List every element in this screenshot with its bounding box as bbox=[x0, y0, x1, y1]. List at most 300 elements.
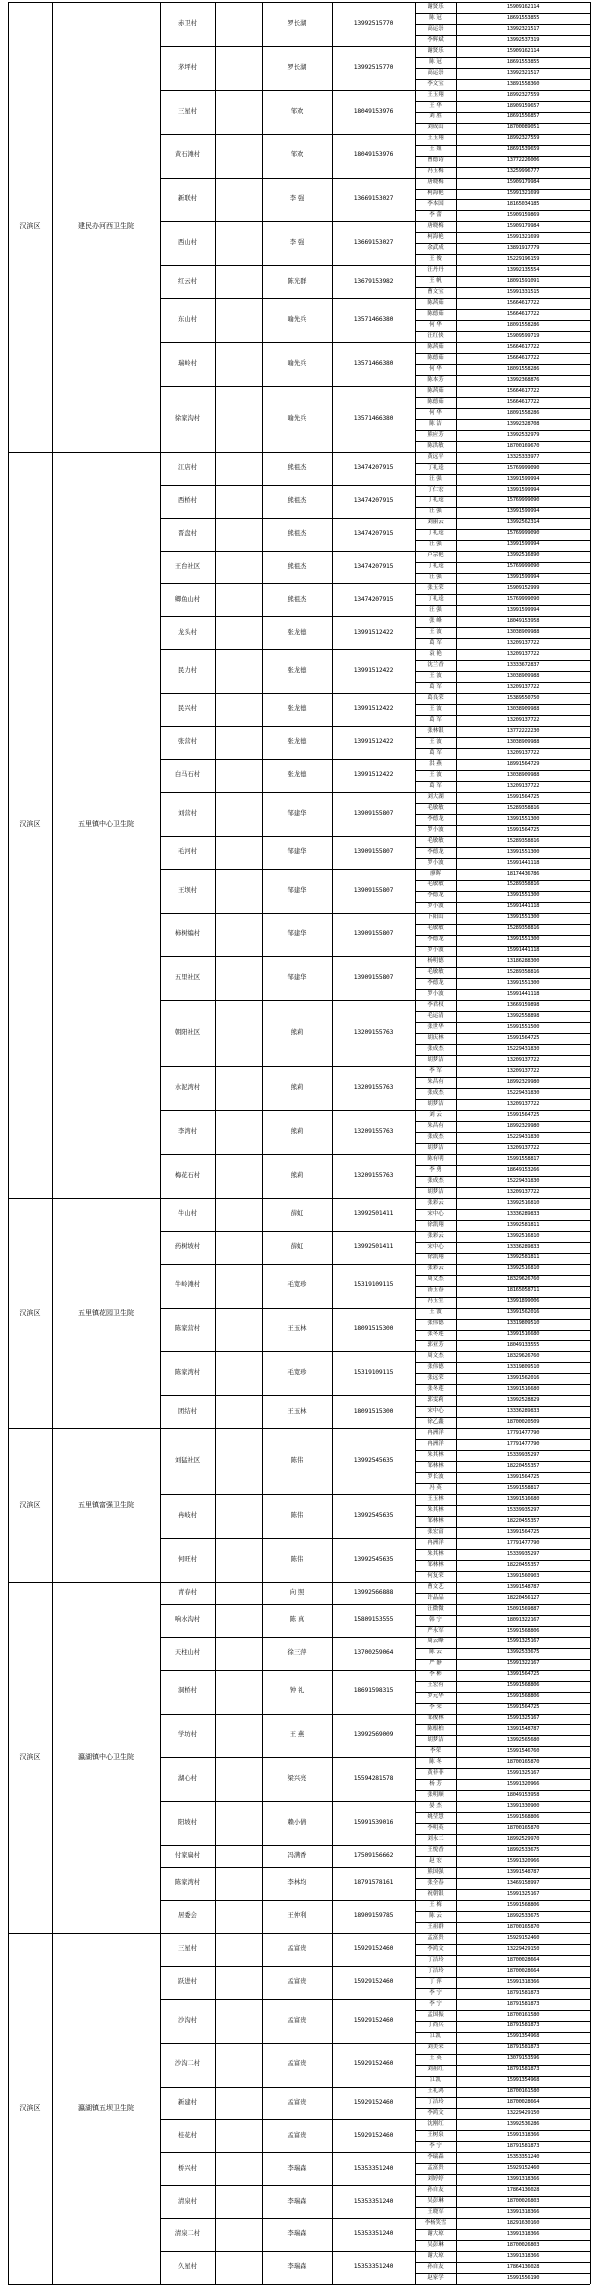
member-phone: 13991551300 bbox=[506, 815, 540, 822]
hospital-name: 建民办河西卫生院 bbox=[78, 222, 134, 231]
member-phone: 13772226006 bbox=[506, 157, 540, 164]
member-name: 陈德茹 bbox=[427, 354, 444, 361]
village-name: 龙头村 bbox=[178, 628, 197, 636]
member-phone: 18165034185 bbox=[506, 201, 540, 208]
member-phone: 18992329980 bbox=[506, 1078, 540, 1085]
member-name: 孙自友 bbox=[427, 2187, 444, 2194]
member-name: 毛敏敏 bbox=[427, 804, 444, 811]
member-phone: 13209137722 bbox=[506, 1057, 540, 1063]
member-name: 丁礼逵 bbox=[427, 530, 444, 537]
doctor-phone: 15929152460 bbox=[353, 2131, 394, 2139]
doctor-phone: 13474207915 bbox=[353, 529, 394, 537]
doctor-name: 李 强 bbox=[289, 239, 305, 247]
member-name: 王 俊 bbox=[429, 256, 442, 263]
member-name: 王悦香 bbox=[427, 1846, 444, 1853]
member-phone: 18700020509 bbox=[506, 1419, 540, 1426]
member-phone: 15339935297 bbox=[506, 1506, 540, 1513]
member-name: 邹林林 bbox=[427, 1517, 444, 1524]
member-phone: 18091322167 bbox=[506, 1616, 540, 1623]
member-name: 孟富贵 bbox=[427, 2165, 444, 2172]
hospital-name: 瀛湖镇五坝卫生院 bbox=[78, 2103, 134, 2112]
member-name: 周云峰 bbox=[427, 1638, 444, 1645]
doctor-phone: 15929152460 bbox=[353, 2060, 394, 2068]
member-phone: 18909159657 bbox=[506, 102, 540, 109]
member-phone: 13991564725 bbox=[506, 1528, 540, 1535]
member-phone: 18791581873 bbox=[506, 2000, 540, 2007]
village-name: 久星村 bbox=[178, 2263, 197, 2271]
member-name: 宋中心 bbox=[427, 1243, 444, 1250]
doctor-name: 邹建华 bbox=[287, 930, 307, 938]
doctor-name: 孟富贵 bbox=[287, 2098, 307, 2106]
member-name: 李本国 bbox=[427, 201, 444, 208]
member-name: 张伟德 bbox=[427, 1320, 444, 1327]
member-name: 李 荣 bbox=[429, 1704, 442, 1711]
member-name: 王 波 bbox=[429, 1309, 442, 1316]
member-name: 刘祖红 bbox=[427, 2066, 444, 2073]
member-name: 李辉斌 bbox=[427, 36, 444, 43]
member-phone: 18700028664 bbox=[506, 2099, 540, 2106]
member-phone: 17864136028 bbox=[506, 2263, 540, 2270]
member-phone: 15991564725 bbox=[506, 1111, 540, 1118]
village-name: 李湾村 bbox=[178, 1127, 197, 1135]
member-phone: 15229431830 bbox=[506, 1089, 540, 1096]
member-name: 刘婷婷 bbox=[427, 2176, 444, 2183]
village-name: 徐家沟村 bbox=[174, 414, 201, 422]
member-name: 王礼鸿 bbox=[427, 2088, 444, 2095]
member-phone: 18700028664 bbox=[506, 1956, 540, 1963]
member-phone: 15289358816 bbox=[506, 837, 540, 844]
member-name: 朱昌有 bbox=[427, 1078, 444, 1085]
member-name: 张明顺 bbox=[427, 1792, 444, 1799]
member-name: 李 宁 bbox=[429, 2000, 442, 2007]
member-name: 杨明德 bbox=[427, 958, 444, 965]
member-name: 曹文艺 bbox=[427, 1583, 444, 1590]
member-phone: 13209137722 bbox=[506, 782, 540, 789]
village-name: 沙沟二村 bbox=[174, 2060, 201, 2068]
member-name: 张成杰 bbox=[427, 1133, 444, 1140]
member-name: 李 蕾 bbox=[429, 212, 442, 219]
member-phone: 15991441118 bbox=[506, 947, 540, 954]
member-phone: 13991318366 bbox=[506, 2176, 540, 2183]
member-phone: 13991599994 bbox=[506, 508, 540, 515]
member-name: 张玉荣 bbox=[427, 585, 444, 592]
village-name: 付家扁村 bbox=[174, 1851, 201, 1859]
doctor-phone: 15929152460 bbox=[353, 1978, 394, 1986]
member-phone: 15991551500 bbox=[506, 1024, 540, 1031]
village-name: 药树坡村 bbox=[174, 1243, 201, 1251]
doctor-name: 李林均 bbox=[287, 1879, 307, 1887]
village-name: 毛河村 bbox=[178, 848, 197, 856]
member-name: 曹文宝 bbox=[427, 289, 444, 296]
member-phone: 15991320966 bbox=[506, 1781, 540, 1788]
village-name: 黄石滩村 bbox=[174, 151, 201, 159]
member-phone: 18049153958 bbox=[506, 618, 540, 625]
member-name: 陈茜茹 bbox=[427, 300, 444, 306]
member-phone: 13325333977 bbox=[506, 453, 540, 460]
member-phone: 13992581811 bbox=[506, 1254, 540, 1261]
village-name: 冉岐村 bbox=[178, 1511, 197, 1519]
village-name: 梅花石村 bbox=[174, 1171, 201, 1179]
member-name: 张伟德 bbox=[427, 1364, 444, 1371]
member-name: 张世华 bbox=[427, 1024, 444, 1031]
doctor-name: 陈伟 bbox=[290, 1457, 304, 1464]
member-name: 晏 杰 bbox=[429, 1803, 442, 1810]
member-name: 陈茜茹 bbox=[427, 343, 444, 350]
doctor-name: 邹建华 bbox=[287, 809, 307, 817]
member-name: 陈德茹 bbox=[427, 310, 444, 317]
member-phone: 15991564725 bbox=[506, 793, 540, 800]
member-phone: 15991564725 bbox=[506, 1704, 540, 1711]
member-name: 丁洁玲 bbox=[427, 1956, 444, 1963]
village-name: 晋盘村 bbox=[178, 529, 197, 537]
member-phone: 18220455357 bbox=[506, 1462, 540, 1469]
member-phone: 18049153958 bbox=[506, 1792, 540, 1799]
member-name: 杨 芳 bbox=[429, 1781, 442, 1788]
doctor-name: 熊祖杰 bbox=[287, 464, 307, 472]
member-name: 丁洁玲 bbox=[427, 1967, 444, 1974]
member-phone: 18291630160 bbox=[506, 2219, 540, 2226]
doctor-phone: 15319109115 bbox=[353, 1369, 394, 1377]
member-name: 胡庆林 bbox=[427, 1035, 444, 1042]
village-name: 学坊村 bbox=[178, 1731, 197, 1739]
member-name: 曹德诗 bbox=[427, 157, 444, 164]
member-phone: 18691553855 bbox=[506, 58, 540, 65]
member-phone: 18220456127 bbox=[506, 1594, 540, 1601]
member-phone: 15991320966 bbox=[506, 1857, 540, 1864]
member-phone: 13209137722 bbox=[506, 1067, 540, 1074]
member-phone: 18700026803 bbox=[506, 2198, 540, 2204]
member-phone: 13992537319 bbox=[506, 36, 540, 43]
doctor-name: 孟富贵 bbox=[287, 2131, 307, 2139]
member-phone: 13891917779 bbox=[506, 245, 540, 252]
member-name: 邹林林 bbox=[427, 1561, 444, 1568]
member-name: 王祖群 bbox=[427, 1923, 444, 1930]
member-phone: 13991551300 bbox=[506, 892, 540, 899]
doctor-phone: 18049153976 bbox=[353, 107, 394, 115]
member-name: 汪微微 bbox=[427, 1605, 444, 1612]
member-phone: 15229431830 bbox=[506, 1133, 540, 1140]
member-phone: 13991599994 bbox=[506, 475, 540, 482]
doctor-name: 陈 真 bbox=[289, 1616, 305, 1624]
member-name: 江凯 bbox=[430, 2033, 441, 2040]
member-name: 张远荣 bbox=[427, 1375, 444, 1382]
member-phone: 13991560903 bbox=[506, 1572, 540, 1579]
doctor-name: 熊祖杰 bbox=[287, 595, 307, 603]
member-name: 何 华 bbox=[429, 321, 442, 328]
village-name: 沙沟村 bbox=[178, 2016, 197, 2024]
member-name: 张林银 bbox=[427, 727, 444, 734]
village-name: 阳坡村 bbox=[178, 1819, 197, 1827]
member-phone: 18691556857 bbox=[506, 113, 540, 120]
member-name: 祝朝银 bbox=[427, 1890, 444, 1897]
member-phone: 18091558286 bbox=[506, 365, 540, 372]
member-phone: 13669159898 bbox=[506, 1002, 540, 1009]
member-phone: 15991564725 bbox=[506, 826, 540, 833]
village-name: 赤卫村 bbox=[178, 19, 197, 27]
member-phone: 15769999090 bbox=[506, 596, 540, 603]
member-name: 宋中心 bbox=[427, 1210, 444, 1217]
member-name: 李 宁 bbox=[429, 2143, 442, 2150]
member-name: 李 军 bbox=[429, 1067, 442, 1074]
doctor-phone: 18791578161 bbox=[353, 1879, 394, 1887]
village-name: 居委会 bbox=[178, 1912, 197, 1920]
member-name: 丁尚兵 bbox=[427, 2022, 444, 2029]
doctor-name: 陈光群 bbox=[287, 277, 307, 285]
doctor-phone: 13909155807 bbox=[353, 974, 394, 982]
member-name: 冉洲洋 bbox=[427, 1539, 444, 1546]
village-name: 王台社区 bbox=[174, 562, 201, 570]
member-phone: 18700165870 bbox=[506, 1923, 540, 1930]
member-phone: 13992562314 bbox=[506, 519, 540, 526]
member-phone: 15909152999 bbox=[506, 585, 540, 592]
doctor-name: 王玉林 bbox=[287, 1325, 307, 1333]
member-name: 冉洲洋 bbox=[427, 1441, 444, 1447]
member-phone: 13209137722 bbox=[506, 640, 540, 647]
member-phone: 13772222230 bbox=[506, 727, 540, 734]
member-name: 王 姐 bbox=[429, 146, 442, 153]
member-name: 陈 冬 bbox=[429, 1759, 442, 1766]
village-name: 新联村 bbox=[178, 195, 197, 203]
member-phone: 13891558360 bbox=[506, 80, 540, 87]
village-name: 三星村 bbox=[178, 1945, 197, 1953]
village-name: 洞桥村 bbox=[178, 1687, 197, 1695]
member-phone: 13991551300 bbox=[506, 848, 540, 855]
village-name: 民力村 bbox=[178, 667, 197, 675]
member-phone: 18700089051 bbox=[506, 124, 540, 131]
district-name: 汉滨区 bbox=[19, 820, 41, 829]
member-name: 毛敏敏 bbox=[427, 881, 444, 888]
member-phone: 13229429150 bbox=[506, 1945, 540, 1952]
member-phone: 13333672837 bbox=[506, 662, 540, 669]
member-phone: 13991599994 bbox=[506, 486, 540, 493]
member-name: 黄远平 bbox=[427, 453, 444, 460]
member-name: 张冬莲 bbox=[427, 1331, 444, 1338]
doctor-phone: 13992569009 bbox=[353, 1731, 394, 1739]
doctor-phone: 13571466380 bbox=[353, 316, 394, 323]
member-name: 许品品 bbox=[427, 1594, 444, 1601]
member-phone: 15664617722 bbox=[506, 398, 540, 405]
member-phone: 13992516810 bbox=[506, 1199, 540, 1206]
village-name: 张营村 bbox=[178, 738, 197, 746]
grid-row-line bbox=[8, 452, 590, 453]
member-name: 汪 强 bbox=[429, 475, 442, 482]
member-phone: 15991354968 bbox=[506, 2077, 540, 2084]
village-name: 白马石村 bbox=[174, 771, 201, 779]
member-phone: 15339935297 bbox=[506, 1451, 540, 1458]
member-phone: 18691553855 bbox=[506, 14, 540, 21]
doctor-name: 向 照 bbox=[289, 1588, 305, 1596]
village-name: 刘猛社区 bbox=[174, 1457, 201, 1464]
doctor-phone: 13909155807 bbox=[353, 809, 394, 817]
doctor-phone: 13669153027 bbox=[353, 239, 394, 247]
member-name: 邹林林 bbox=[427, 1462, 444, 1469]
member-name: 陈洪敏 bbox=[427, 442, 444, 449]
member-phone: 15769999090 bbox=[506, 563, 540, 570]
member-name: 罗小波 bbox=[427, 903, 444, 910]
member-name: 陈 冠 bbox=[429, 58, 442, 65]
member-name: 陈 云 bbox=[429, 1649, 442, 1656]
doctor-name: 徐三萍 bbox=[287, 1648, 307, 1656]
member-phone: 18700169670 bbox=[506, 442, 540, 449]
member-phone: 18329626760 bbox=[506, 1276, 540, 1283]
member-name: 孟国振 bbox=[427, 2011, 444, 2018]
member-name: 李明英 bbox=[427, 1824, 444, 1831]
member-phone: 18791581873 bbox=[506, 2143, 540, 2150]
member-phone: 15289358816 bbox=[506, 925, 540, 932]
village-name: 水泥湾村 bbox=[174, 1083, 201, 1091]
member-phone: 13992135554 bbox=[506, 267, 540, 274]
doctor-phone: 13991512422 bbox=[353, 771, 394, 779]
doctor-name: 邹欢 bbox=[290, 151, 304, 159]
doctor-phone: 15353351240 bbox=[353, 2263, 394, 2271]
member-name: 熊应芳 bbox=[427, 431, 444, 438]
doctor-name: 邹欢 bbox=[290, 107, 304, 115]
doctor-phone: 15353351240 bbox=[353, 2164, 394, 2172]
member-phone: 15339935297 bbox=[506, 1550, 540, 1557]
doctor-name: 罗长湖 bbox=[287, 63, 307, 71]
member-phone: 13992528829 bbox=[506, 1397, 540, 1404]
member-phone: 13991318366 bbox=[506, 2230, 540, 2237]
member-phone: 18791581873 bbox=[506, 2022, 540, 2029]
member-name: 何 华 bbox=[429, 365, 442, 372]
grid-column-line bbox=[590, 2, 591, 2284]
doctor-phone: 13909155807 bbox=[353, 930, 394, 938]
member-phone: 18700161580 bbox=[506, 2011, 540, 2018]
doctor-name: 邹建华 bbox=[287, 886, 307, 894]
member-phone: 15289358816 bbox=[506, 804, 540, 811]
member-phone: 13209137722 bbox=[506, 716, 540, 723]
doctor-name: 毛宽珍 bbox=[287, 1369, 307, 1377]
grid-row-line bbox=[8, 1933, 590, 1934]
member-phone: 15991568806 bbox=[506, 1901, 540, 1908]
member-name: 李德龙 bbox=[427, 848, 444, 855]
village-name: 陈家营村 bbox=[174, 1325, 201, 1333]
member-phone: 13992565680 bbox=[506, 1737, 540, 1744]
member-name: 汪丹丹 bbox=[427, 267, 444, 274]
doctor-phone: 15991539016 bbox=[353, 1819, 394, 1827]
member-phone: 13992321517 bbox=[506, 69, 540, 76]
member-phone: 13209137722 bbox=[506, 683, 540, 690]
member-name: 葛 军 bbox=[429, 683, 442, 690]
member-phone: 15664617722 bbox=[506, 300, 540, 306]
member-name: 黄菲菲 bbox=[427, 1770, 444, 1777]
member-phone: 18992327559 bbox=[506, 91, 540, 98]
member-phone: 18700165870 bbox=[506, 1759, 540, 1766]
member-name: 洪 燕 bbox=[429, 760, 442, 767]
member-name: 刘 云 bbox=[429, 1111, 442, 1118]
member-name: 刘丽云 bbox=[427, 519, 444, 526]
member-phone: 13229429150 bbox=[506, 2110, 540, 2117]
village-name: 五里社区 bbox=[174, 974, 201, 982]
village-name: 西山村 bbox=[178, 239, 197, 247]
member-name: 唐晓梅 bbox=[427, 223, 444, 230]
member-name: 葛 军 bbox=[429, 749, 442, 756]
member-phone: 13038909988 bbox=[506, 738, 540, 745]
village-name: 牛山村 bbox=[178, 1210, 197, 1218]
village-name: 卿鱼山村 bbox=[174, 595, 201, 603]
member-phone: 18049133555 bbox=[506, 1342, 540, 1349]
member-phone: 15991325167 bbox=[506, 1715, 540, 1722]
member-phone: 15991325167 bbox=[506, 1638, 540, 1645]
member-name: 冯玉梅 bbox=[427, 168, 444, 175]
member-phone: 18091558286 bbox=[506, 409, 540, 416]
village-name: 红云村 bbox=[178, 277, 197, 285]
member-name: 谢贤乐 bbox=[427, 3, 444, 10]
doctor-name: 孟富贵 bbox=[287, 2016, 307, 2024]
member-name: 唐晓梅 bbox=[427, 179, 444, 186]
member-phone: 15909162114 bbox=[506, 3, 540, 10]
member-name: 廖晖 bbox=[430, 870, 441, 877]
member-name: 朱昌有 bbox=[427, 1122, 444, 1129]
doctor-phone: 18691598315 bbox=[353, 1687, 394, 1695]
doctor-phone: 15594281578 bbox=[353, 1775, 394, 1783]
doctor-name: 邹建华 bbox=[287, 974, 307, 982]
doctor-name: 李瑞森 bbox=[287, 2230, 307, 2238]
grid-row-line bbox=[8, 1198, 590, 1199]
member-name: 刘成山 bbox=[427, 124, 444, 131]
member-name: 柯海艳 bbox=[427, 190, 444, 197]
village-name: 瑞岭村 bbox=[178, 359, 197, 367]
member-name: 汪 强 bbox=[429, 508, 442, 515]
member-phone: 18091591091 bbox=[506, 278, 540, 285]
doctor-phone: 15929152460 bbox=[353, 2098, 394, 2106]
doctor-phone: 13209155763 bbox=[353, 1171, 394, 1179]
member-phone: 13992321517 bbox=[506, 25, 540, 32]
village-name: 清泉二村 bbox=[174, 2230, 201, 2238]
member-phone: 18992329980 bbox=[506, 1122, 540, 1129]
member-phone: 13259996777 bbox=[506, 168, 540, 175]
member-name: 李德龙 bbox=[427, 980, 444, 987]
member-phone: 13319809510 bbox=[506, 1364, 540, 1371]
doctor-phone: 18091515300 bbox=[353, 1407, 394, 1415]
doctor-name: 孟富贵 bbox=[287, 1945, 307, 1953]
village-name: 茅坪村 bbox=[178, 63, 197, 71]
member-name: 罗小波 bbox=[427, 859, 444, 866]
member-name: 刘永二 bbox=[427, 1835, 444, 1842]
member-phone: 15991318366 bbox=[506, 1978, 540, 1985]
member-name: 陈有明 bbox=[427, 1155, 444, 1162]
village-name: 响水沟村 bbox=[174, 1616, 201, 1624]
member-name: 胡梦洁 bbox=[427, 1144, 444, 1151]
doctor-name: 邹建华 bbox=[287, 848, 307, 856]
member-phone: 15991546760 bbox=[506, 1748, 540, 1755]
doctor-phone: 13992545635 bbox=[353, 1511, 394, 1519]
member-phone: 15769999090 bbox=[506, 530, 540, 537]
member-phone: 13991599994 bbox=[506, 541, 540, 548]
member-name: 王玉翔 bbox=[427, 91, 444, 98]
doctor-name: 冯满香 bbox=[287, 1851, 307, 1859]
member-name: 陈 冠 bbox=[429, 14, 442, 21]
member-name: 毛敏敏 bbox=[427, 925, 444, 932]
member-name: 沈兰香 bbox=[427, 662, 444, 669]
member-name: 汪 强 bbox=[429, 541, 442, 548]
member-phone: 17791477790 bbox=[506, 1441, 540, 1447]
member-name: 谢大琼 bbox=[427, 2252, 444, 2259]
member-name: 张全春 bbox=[427, 1879, 444, 1886]
member-phone: 17791477790 bbox=[506, 1430, 540, 1437]
doctor-name: 李 强 bbox=[289, 195, 305, 203]
member-name: 罗长波 bbox=[427, 1473, 444, 1480]
member-name: 胡梦洁 bbox=[427, 1188, 444, 1195]
doctor-phone: 13909155807 bbox=[353, 886, 394, 894]
doctor-name: 熊莉 bbox=[290, 1171, 304, 1179]
member-phone: 18791581873 bbox=[506, 2044, 540, 2051]
member-name: 陈 洁 bbox=[429, 420, 442, 427]
village-name: 刘营村 bbox=[178, 809, 197, 817]
member-name: 李鸿文 bbox=[427, 1945, 444, 1952]
member-phone: 18174436786 bbox=[506, 870, 540, 877]
member-name: 葛 军 bbox=[429, 782, 442, 789]
